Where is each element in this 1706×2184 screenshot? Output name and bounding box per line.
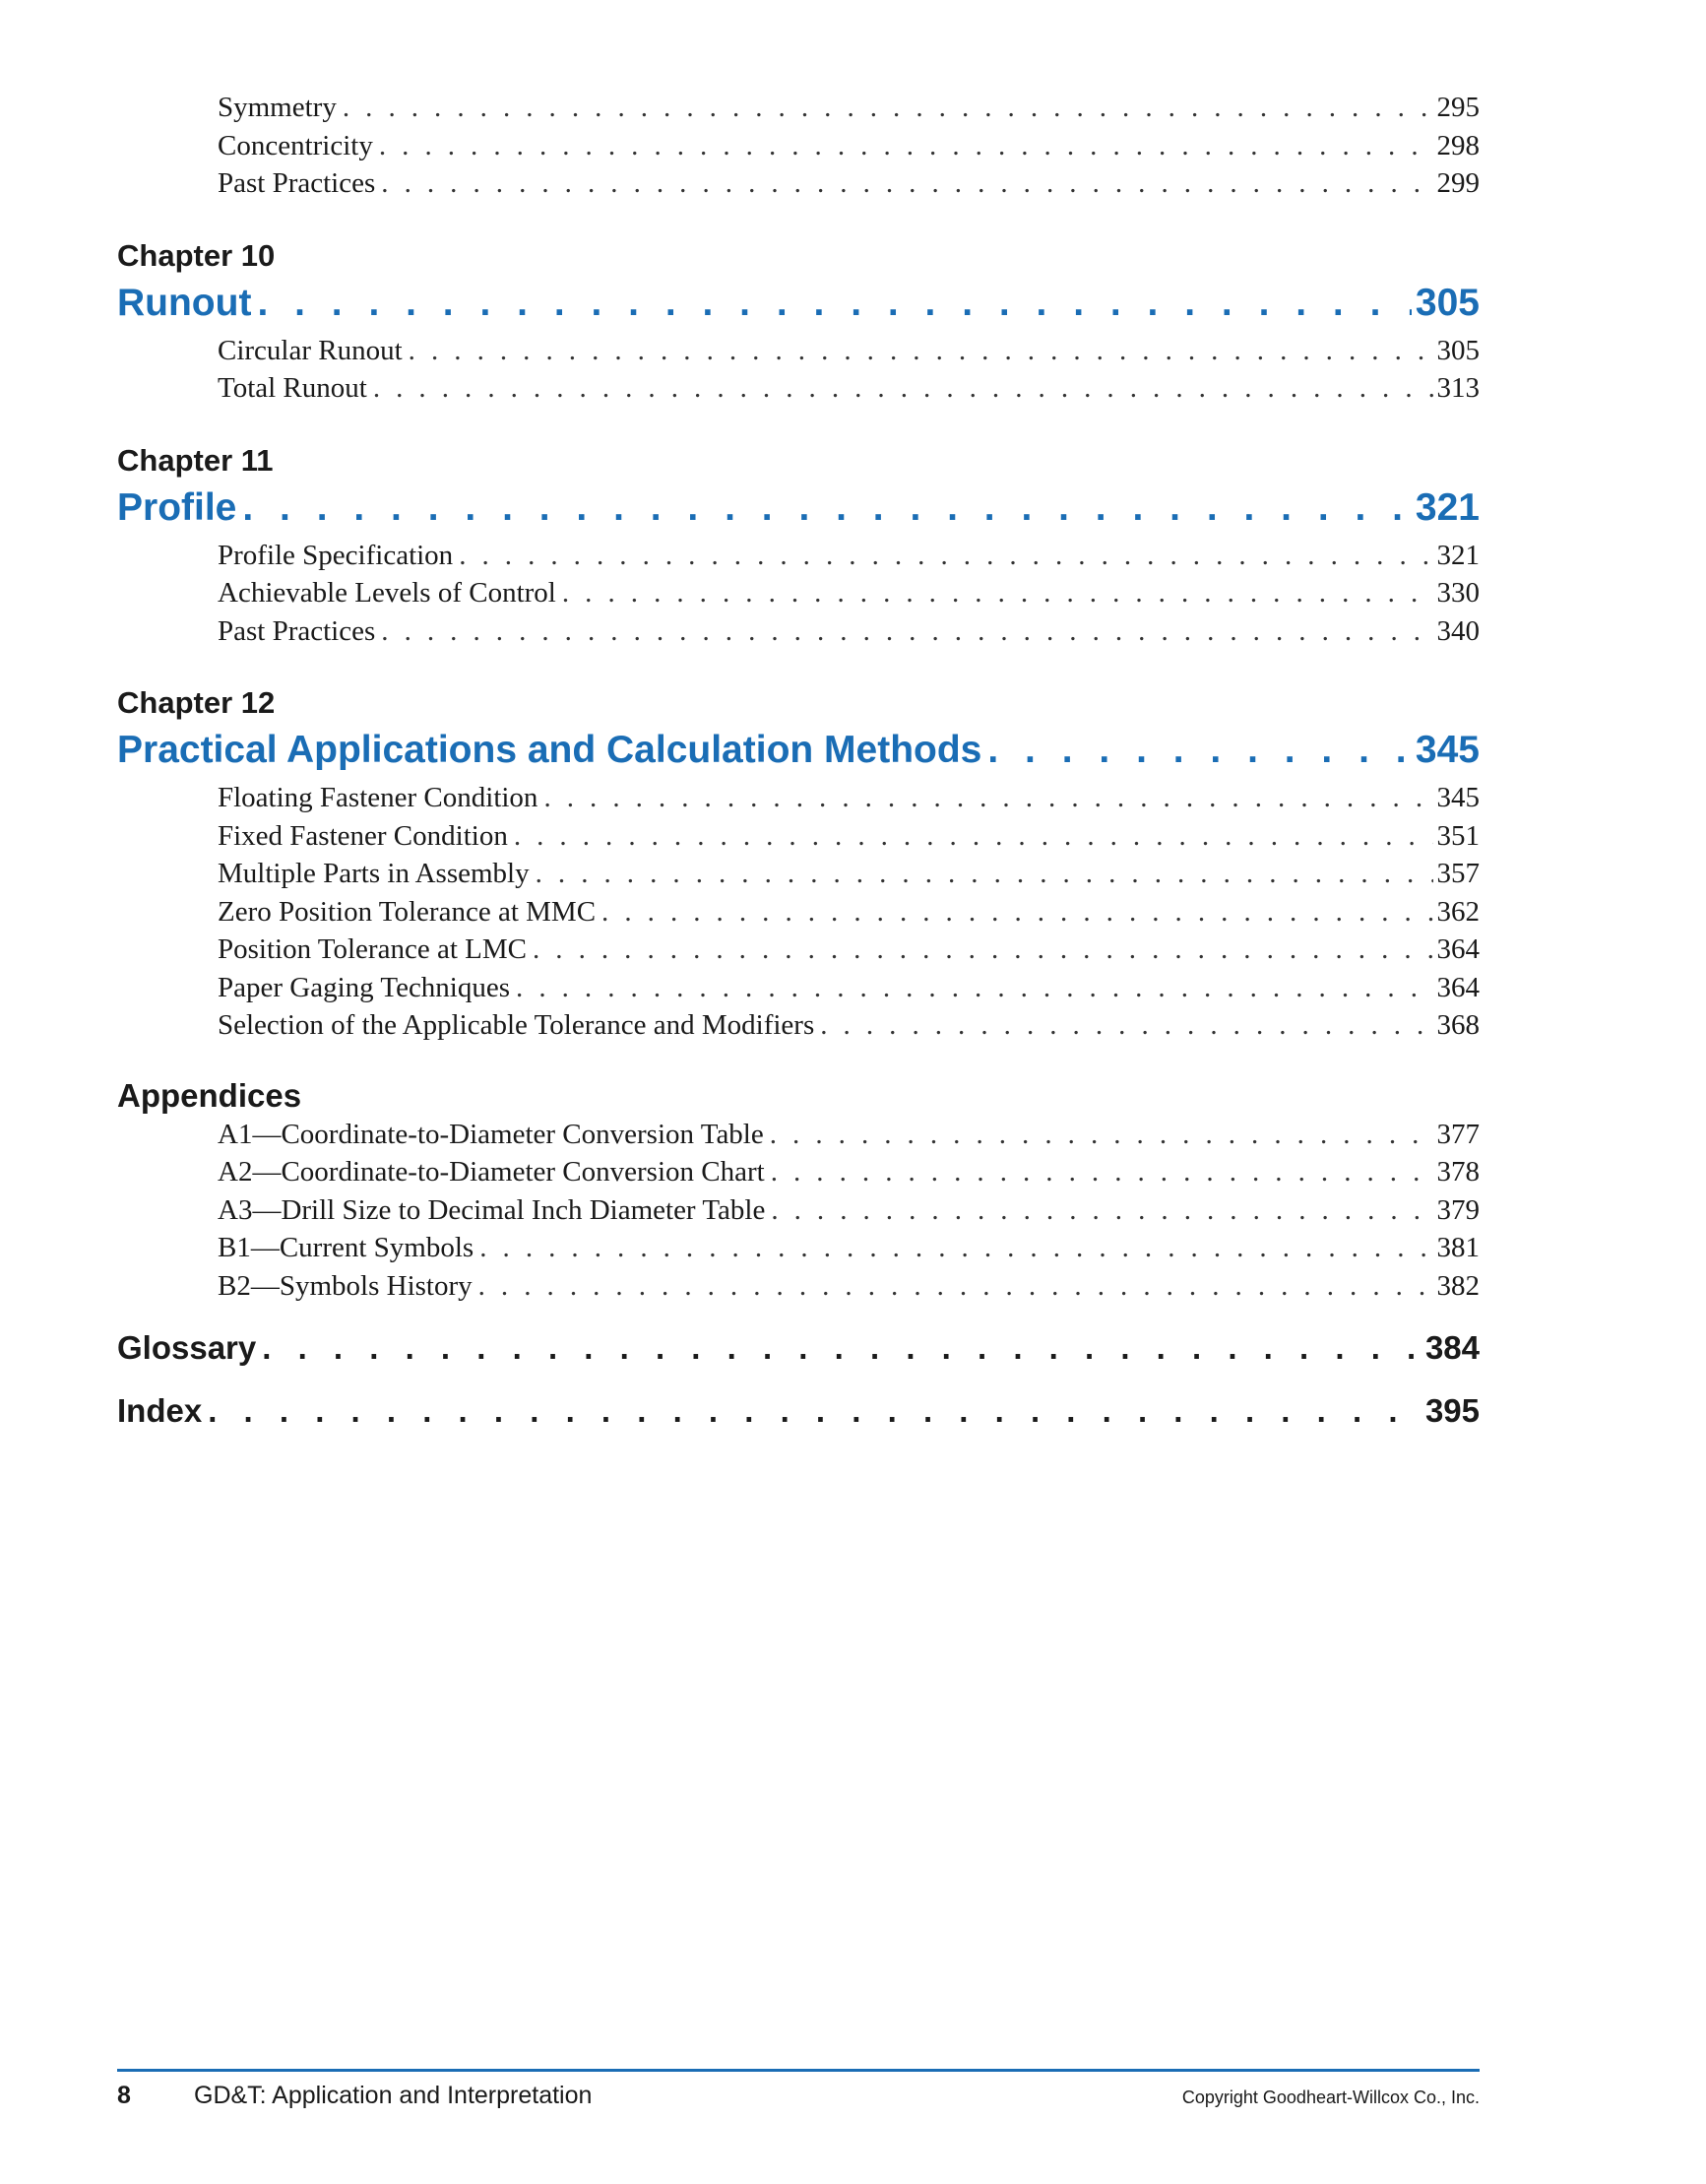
dot-leader — [820, 1006, 1432, 1045]
dot-leader — [770, 1116, 1433, 1154]
footer-copyright: Copyright Goodheart-Willcox Co., Inc. — [1181, 2088, 1480, 2107]
toc-entry[interactable] — [117, 164, 1480, 203]
dot-leader — [533, 931, 1433, 969]
toc-entry[interactable] — [117, 855, 1480, 893]
toc-entry-title: Past Practices — [218, 614, 376, 647]
dot-leader — [536, 855, 1433, 893]
toc-entry[interactable] — [117, 574, 1480, 612]
toc-entry-title: Position Tolerance at LMC — [218, 933, 527, 965]
toc-entry[interactable] — [117, 931, 1480, 969]
footer-divider — [117, 2069, 1480, 2072]
toc-entry[interactable] — [117, 893, 1480, 931]
dot-leader — [208, 1389, 1422, 1433]
chapter-10-section — [117, 236, 1480, 408]
toc-entry[interactable] — [117, 89, 1480, 127]
chapter-page: 345 — [1415, 729, 1480, 771]
chapter-title: Runout — [117, 281, 252, 324]
toc-entry[interactable] — [117, 1116, 1480, 1154]
chapter-heading[interactable] — [117, 723, 1480, 778]
dot-leader — [771, 1153, 1433, 1191]
dot-leader — [262, 1326, 1422, 1370]
dot-leader — [381, 164, 1432, 203]
dot-leader — [771, 1191, 1432, 1230]
toc-entry[interactable] — [117, 537, 1480, 575]
toc-entry[interactable] — [117, 127, 1480, 165]
toc-entry-page: 345 — [1436, 782, 1480, 813]
index-entry[interactable] — [117, 1389, 1480, 1433]
toc-entry[interactable] — [117, 369, 1480, 408]
toc-entry-title: Paper Gaging Techniques — [218, 971, 511, 1003]
toc-entry-title: B2—Symbols History — [218, 1269, 473, 1302]
toc-entry-page: 378 — [1436, 1156, 1480, 1188]
toc-entry-page: 362 — [1436, 895, 1480, 928]
toc-entry-title: Profile Specification — [218, 539, 454, 571]
toc-entry-title: Past Practices — [218, 167, 376, 199]
toc-entry-page: 364 — [1436, 933, 1480, 965]
toc-entry-title: Floating Fastener Condition — [218, 782, 538, 813]
toc-entry-title: Fixed Fastener Condition — [218, 819, 508, 852]
previous-chapter-entries — [117, 89, 1480, 203]
toc-entry-page: 330 — [1436, 577, 1480, 609]
chapter-label: Chapter 12 — [117, 685, 276, 720]
toc-entry-page: 382 — [1436, 1269, 1480, 1302]
toc-entry-page: 298 — [1436, 129, 1480, 161]
footer-page-number: 8 — [117, 2082, 131, 2109]
dot-leader — [562, 574, 1433, 612]
dot-leader — [478, 1267, 1433, 1306]
appendices-heading: Appendices — [117, 1076, 302, 1114]
toc-entry-page: 351 — [1436, 819, 1480, 852]
toc-entry-title: B1—Current Symbols — [218, 1232, 474, 1263]
toc-entry-title: Achievable Levels of Control — [218, 577, 556, 609]
toc-entry-title: Total Runout — [218, 372, 367, 404]
glossary-page: 384 — [1424, 1329, 1480, 1366]
toc-entry-title: Zero Position Tolerance at MMC — [218, 895, 597, 928]
dot-leader — [987, 723, 1412, 778]
toc-entry-page: 364 — [1436, 971, 1480, 1003]
dot-leader — [479, 1229, 1432, 1267]
toc-entry-page: 340 — [1436, 614, 1480, 647]
toc-entry[interactable] — [117, 969, 1480, 1007]
dot-leader — [242, 481, 1412, 536]
dot-leader — [543, 779, 1432, 817]
chapter-12-section — [117, 683, 1480, 1045]
dot-leader — [514, 817, 1433, 856]
chapter-label: Chapter 10 — [117, 237, 276, 273]
dot-leader — [257, 276, 1411, 331]
toc-entry-page: 368 — [1436, 1009, 1480, 1041]
toc-entry-page: 313 — [1436, 372, 1480, 404]
page-footer — [117, 2082, 1480, 2110]
toc-entry-title: A3—Drill Size to Decimal Inch Diameter Table — [218, 1193, 766, 1226]
toc-entry-page: 357 — [1436, 858, 1480, 889]
toc-entry[interactable] — [117, 1229, 1480, 1267]
toc-entry-title: A2—Coordinate-to-Diameter Conversion Chart — [218, 1156, 765, 1188]
chapter-11-section — [117, 441, 1480, 651]
toc-entry[interactable] — [117, 1153, 1480, 1191]
toc-entry[interactable] — [117, 1267, 1480, 1306]
chapter-page: 321 — [1415, 485, 1480, 529]
dot-leader — [601, 893, 1432, 931]
toc-entry[interactable] — [117, 1006, 1480, 1045]
toc-entry[interactable] — [117, 817, 1480, 856]
toc-entry[interactable] — [117, 779, 1480, 817]
toc-entry-page: 381 — [1436, 1232, 1480, 1263]
toc-entry-title: Concentricity — [218, 129, 373, 161]
chapter-title: Profile — [117, 485, 237, 529]
toc-entry-title: Multiple Parts in Assembly — [218, 858, 530, 889]
toc-entry-page: 305 — [1436, 334, 1480, 366]
dot-leader — [409, 332, 1433, 370]
glossary-title: Glossary — [117, 1329, 257, 1366]
chapter-heading[interactable] — [117, 481, 1480, 536]
toc-entry-page: 377 — [1436, 1118, 1480, 1150]
toc-entry-title: Symmetry — [218, 92, 337, 123]
index-title: Index — [117, 1392, 203, 1429]
appendices-section — [117, 1076, 1480, 1306]
index-page: 395 — [1424, 1392, 1480, 1429]
dot-leader — [381, 612, 1432, 651]
toc-entry-title: A1—Coordinate-to-Diameter Conversion Table — [218, 1118, 764, 1150]
chapter-heading[interactable] — [117, 276, 1480, 331]
dot-leader — [516, 969, 1432, 1007]
dot-leader — [373, 369, 1433, 408]
toc-entry-page: 295 — [1436, 92, 1480, 123]
dot-leader — [459, 537, 1432, 575]
dot-leader — [343, 89, 1433, 127]
chapter-label: Chapter 11 — [117, 442, 274, 478]
dot-leader — [379, 127, 1433, 165]
glossary-entry[interactable] — [117, 1326, 1480, 1370]
toc-entry-title: Selection of the Applicable Tolerance and Modifiers — [218, 1009, 815, 1041]
footer-book-title: GD&T: Application and Interpretation — [194, 2082, 593, 2109]
chapter-title: Practical Applications and Calculation Methods — [117, 729, 982, 771]
toc-entry-page: 299 — [1436, 167, 1480, 199]
table-of-contents — [117, 89, 1480, 1433]
toc-entry[interactable] — [117, 612, 1480, 651]
toc-entry-page: 379 — [1436, 1193, 1480, 1226]
chapter-page: 305 — [1415, 281, 1480, 324]
toc-entry-title: Circular Runout — [218, 334, 403, 366]
toc-entry[interactable] — [117, 1191, 1480, 1230]
toc-entry[interactable] — [117, 332, 1480, 370]
toc-entry-page: 321 — [1436, 539, 1480, 571]
